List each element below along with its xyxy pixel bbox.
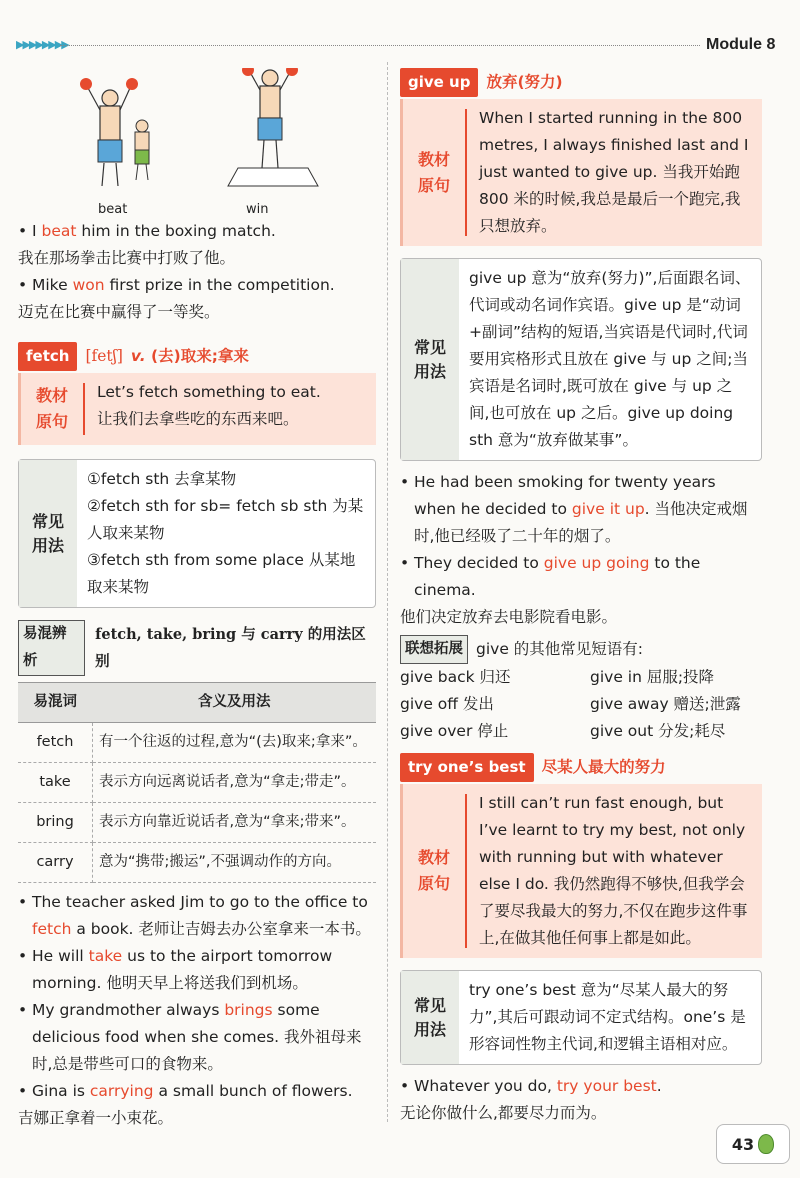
fetch-tag: fetch — [18, 342, 77, 371]
try-best-tag: try one’s best — [400, 753, 534, 782]
example-translation: 我在那场拳击比赛中打败了他。 — [18, 249, 236, 267]
table-row: carry 意为“携带;搬运”,不强调动作的方向。 — [18, 843, 376, 883]
fetch-meaning: (去)取来;拿来 — [151, 347, 249, 365]
list-item: give off 发出 — [400, 695, 494, 713]
page-number: 43 — [731, 1134, 755, 1154]
usage-text: give up 意为“放弃(努力)”,后面跟名词、代词或动名词作宾语。give up 是“动词+副词”结构的短语,当宾语是代词时,代词要用宾格形式且放在 give 与 up 之间;当宾语是名词时,既可放在 give 与 up 之间,也可放在 up 之后。give up doing sth 意为“放弃做某事”。 — [469, 269, 751, 449]
module-title: Module 8 — [706, 36, 776, 53]
boxers-drawing — [18, 68, 376, 198]
give-up-meaning: 放弃(努力) — [486, 73, 563, 91]
give-up-tag: give up — [400, 68, 478, 97]
example-translation: 无论你做什么,都要尽力而为。 — [400, 1104, 607, 1122]
source-label: 教材 原句 — [403, 794, 467, 948]
example-sentence: • My grandmother always brings some delicious food when she comes. 我外祖母来时,总是带些可口的食物来。 — [18, 997, 376, 1078]
source-zh: 让我们去拿些吃的东西来吧。 — [97, 410, 299, 428]
example-sentence: • Gina is carrying a small bunch of flowers. — [18, 1078, 376, 1105]
confusion-examples — [18, 889, 376, 1132]
column-divider — [387, 62, 388, 1122]
fetch-heading — [18, 342, 376, 371]
list-item: give away 赠送;泄露 — [590, 695, 741, 713]
label-win: win — [246, 202, 269, 217]
give-up-examples — [400, 469, 762, 631]
fetch-pos: v. — [130, 347, 146, 365]
fetch-usage-box — [18, 459, 376, 608]
example-translation: 吉娜正拿着一小束花。 — [18, 1109, 174, 1127]
source-label: 教材 原句 — [21, 383, 85, 435]
list-item: give back 归还 — [400, 668, 511, 686]
usage-item: ②fetch sth for sb= fetch sb sth 为某人取来某物 — [87, 497, 364, 542]
extension-label: 联想拓展 — [400, 635, 468, 664]
confusion-title: fetch, take, bring 与 carry 的用法区别 — [95, 626, 366, 670]
extension-heading — [400, 635, 762, 664]
confusion-heading — [18, 620, 376, 676]
give-up-usage-box — [400, 258, 762, 461]
beat-examples — [18, 218, 376, 326]
fetch-phonetic: [fetʃ] — [85, 347, 123, 365]
try-best-source-box — [400, 784, 762, 958]
right-column — [400, 68, 762, 1127]
table-row: bring 表示方向靠近说话者,意为“拿来;带来”。 — [18, 803, 376, 843]
header-rule — [60, 45, 700, 46]
example-sentence: • He had been smoking for twenty years when he decided to give it up. 当他决定戒烟时,他已经吸了二十年的烟了。 — [400, 469, 762, 550]
label-beat: beat — [98, 202, 128, 217]
confusion-table — [18, 682, 376, 883]
source-label: 教材 原句 — [403, 109, 467, 236]
fetch-source-box — [18, 373, 376, 445]
example-sentence: • They decided to give up going to the cinema. — [400, 550, 762, 604]
try-best-examples — [400, 1073, 762, 1127]
usage-item: ①fetch sth 去拿某物 — [87, 470, 237, 488]
source-text: When I started running in the 800 metres, I always finished last and I just wanted to give up. 当我开始跑 800 米的时候,我总是最后一个跑完,我只想放弃。 — [479, 109, 749, 235]
extension-intro: give 的其他常见短语有: — [476, 640, 644, 658]
usage-label: 常见 用法 — [19, 460, 77, 607]
give-up-heading — [400, 68, 762, 97]
give-up-source-box — [400, 99, 762, 246]
source-text: I still can’t run fast enough, but I’ve learnt to try my best, not only with running but with whatever else I do. 我仍然跑得不够快,但我学会了要尽我最大的努力,不仅在跑步这件事上,在做其他任何事上都是如此。 — [479, 794, 748, 947]
list-item: give out 分发;耗尽 — [590, 722, 726, 740]
example-translation: 迈克在比赛中赢得了一等奖。 — [18, 303, 220, 321]
usage-item: ③fetch sth from some place 从某地取来某物 — [87, 551, 356, 596]
phrase-list — [400, 664, 762, 745]
page-number-badge — [716, 1124, 790, 1164]
confusion-label: 易混辨析 — [18, 620, 85, 676]
example-sentence: • Whatever you do, try your best. — [400, 1073, 762, 1100]
balloon-icon — [758, 1134, 774, 1154]
table-header-row — [18, 683, 376, 723]
list-item: give in 屈服;投降 — [590, 668, 715, 686]
column-header: 含义及用法 — [93, 683, 377, 723]
usage-text: try one’s best 意为“尽某人最大的努力”,其后可跟动词不定式结构。one’s 是形容词性物主代词,和逻辑主语相对应。 — [469, 981, 746, 1053]
usage-label: 常见 用法 — [401, 971, 459, 1064]
example-sentence: • The teacher asked Jim to go to the office to fetch a book. 老师让吉姆去办公室拿来一本书。 — [18, 889, 376, 943]
example-sentence: • I beat him in the boxing match. — [18, 218, 376, 245]
table-row: take 表示方向远离说话者,意为“拿走;带走”。 — [18, 763, 376, 803]
try-best-usage-box — [400, 970, 762, 1065]
table-row: fetch 有一个往返的过程,意为“(去)取来;拿来”。 — [18, 723, 376, 763]
usage-label: 常见 用法 — [401, 259, 459, 460]
boxing-illustration — [18, 68, 376, 218]
list-item: give over 停止 — [400, 722, 509, 740]
try-best-heading — [400, 753, 762, 782]
header-arrows: ▶▶▶▶▶▶▶▶ — [16, 38, 68, 51]
column-header: 易混词 — [18, 683, 93, 723]
try-best-meaning: 尽某人最大的努力 — [541, 758, 666, 776]
example-translation: 他们决定放弃去电影院看电影。 — [400, 608, 618, 626]
left-column — [18, 68, 376, 1132]
source-en: Let’s fetch something to eat. — [97, 383, 321, 401]
example-sentence: • Mike won first prize in the competition. — [18, 272, 376, 299]
example-sentence: • He will take us to the airport tomorrow morning. 他明天早上将送我们到机场。 — [18, 943, 376, 997]
